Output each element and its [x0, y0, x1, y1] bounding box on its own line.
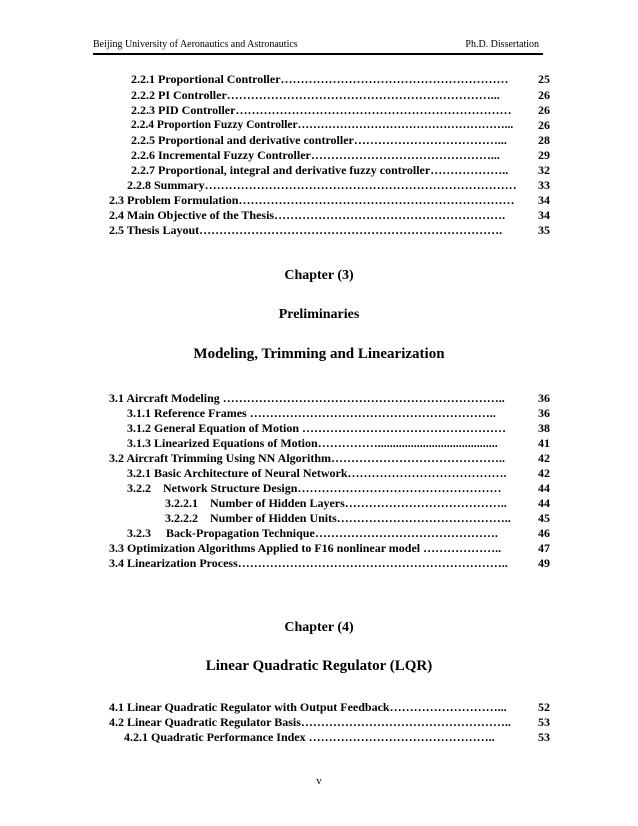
toc-page-number: 26 [538, 118, 550, 132]
toc-entry[interactable]: 3.2.1 Basic Architecture of Neural Network…………………………………. [127, 466, 507, 480]
toc-entry[interactable]: 3.2.2 Network Structure Design…………………………………………… [127, 481, 502, 495]
toc-page-number: 28 [538, 133, 550, 147]
chapter-4-title: Linear Quadratic Regulator (LQR) [205, 658, 433, 674]
toc-entry[interactable]: 3.1.1 Reference Frames …………………………………………………….. [127, 406, 496, 420]
toc-entry[interactable]: 2.5 Thesis Layout…………………………………………………………………. [109, 223, 503, 237]
page-header [93, 37, 543, 55]
chapter-4-number: Chapter (4) [284, 620, 354, 635]
header-institution: Beijing University of Aeronautics and Astronautics [93, 39, 298, 50]
toc-entry[interactable]: 2.2.4 Proportion Fuzzy Controller………………………………………………... [131, 119, 514, 131]
toc-page-number: 49 [538, 556, 550, 570]
toc-entry[interactable]: 3.2.2.1 Number of Hidden Layers………………………………….. [165, 496, 507, 510]
toc-page-number: 29 [538, 148, 550, 162]
toc-page-number: 47 [538, 541, 550, 555]
toc-entry[interactable]: 2.2.3 PID Controller…………………………………………………………… [131, 103, 512, 117]
toc-page-number: 34 [538, 193, 550, 207]
chapter-3-title: Preliminaries [278, 307, 360, 322]
toc-entry[interactable]: 4.2.1 Quadratic Performance Index ……………………………………….. [124, 730, 495, 744]
toc-page-number: 53 [538, 730, 550, 744]
toc-page-number: 41 [538, 436, 550, 450]
toc-entry[interactable]: 3.1.2 General Equation of Motion …………………………………………… [127, 421, 507, 435]
toc-entry[interactable]: 3.4 Linearization Process………………………………………………………….. [109, 556, 508, 570]
toc-page-number: 38 [538, 421, 550, 435]
toc-page-number: 34 [538, 208, 550, 222]
toc-entry[interactable]: 3.2.2.2 Number of Hidden Units…………………………………….. [165, 511, 511, 525]
chapter-3-number: Chapter (3) [284, 268, 354, 283]
toc-entry[interactable]: 2.2.7 Proportional, integral and derivative fuzzy controller……………….. [131, 163, 509, 177]
header-document-type: Ph.D. Dissertation [465, 39, 539, 50]
toc-entry[interactable]: 2.2.5 Proportional and derivative controller………………………………... [131, 133, 507, 147]
toc-entry[interactable]: 2.2.1 Proportional Controller………………………………………………… [131, 72, 509, 86]
toc-entry[interactable]: 2.2.6 Incremental Fuzzy Controller………………………………………... [131, 148, 500, 162]
toc-entry[interactable]: 2.2.2 PI Controller…………………………………………………………... [131, 88, 500, 102]
toc-page-number: 26 [538, 88, 550, 102]
toc-page-number: 36 [538, 391, 550, 405]
toc-page-number: 25 [538, 72, 550, 86]
toc-entry[interactable]: 3.3 Optimization Algorithms Applied to F16 nonlinear model ……………….. [109, 541, 502, 555]
toc-page-number: 35 [538, 223, 550, 237]
toc-page-number: 33 [538, 178, 550, 192]
toc-page-number: 42 [538, 466, 550, 480]
toc-page-number: 45 [538, 511, 550, 525]
toc-entry[interactable]: 3.2.3 Back-Propagation Technique………………………………………. [127, 526, 498, 540]
chapter-3-subtitle: Modeling, Trimming and Linearization [193, 346, 445, 362]
toc-page-number: 46 [538, 526, 550, 540]
toc-page-number: 26 [538, 103, 550, 117]
toc-entry[interactable]: 3.2 Aircraft Trimming Using NN Algorithm…………………………………….. [109, 451, 505, 465]
page-number: v [316, 775, 322, 787]
toc-entry[interactable]: 4.2 Linear Quadratic Regulator Basis…………………………………………….. [109, 715, 511, 729]
toc-page-number: 44 [538, 496, 550, 510]
toc-page-number: 36 [538, 406, 550, 420]
toc-entry[interactable]: 3.1 Aircraft Modeling …………………………………………………………….. [109, 391, 505, 405]
toc-entry[interactable]: 2.2.8 Summary…………………………………………………………………… [127, 178, 517, 192]
toc-entry[interactable]: 3.1.3 Linearized Equations of Motion……………........................................ [127, 436, 498, 450]
toc-entry[interactable]: 2.3 Problem Formulation…………………………………………………………… [109, 193, 515, 207]
toc-page-number: 53 [538, 715, 550, 729]
toc-page-number: 52 [538, 700, 550, 714]
toc-page-number: 32 [538, 163, 550, 177]
toc-entry[interactable]: 2.4 Main Objective of the Thesis…………………………………………………. [109, 208, 506, 222]
toc-page-number: 42 [538, 451, 550, 465]
toc-page-number: 44 [538, 481, 550, 495]
toc-entry[interactable]: 4.1 Linear Quadratic Regulator with Output Feedback………………………... [109, 700, 507, 714]
